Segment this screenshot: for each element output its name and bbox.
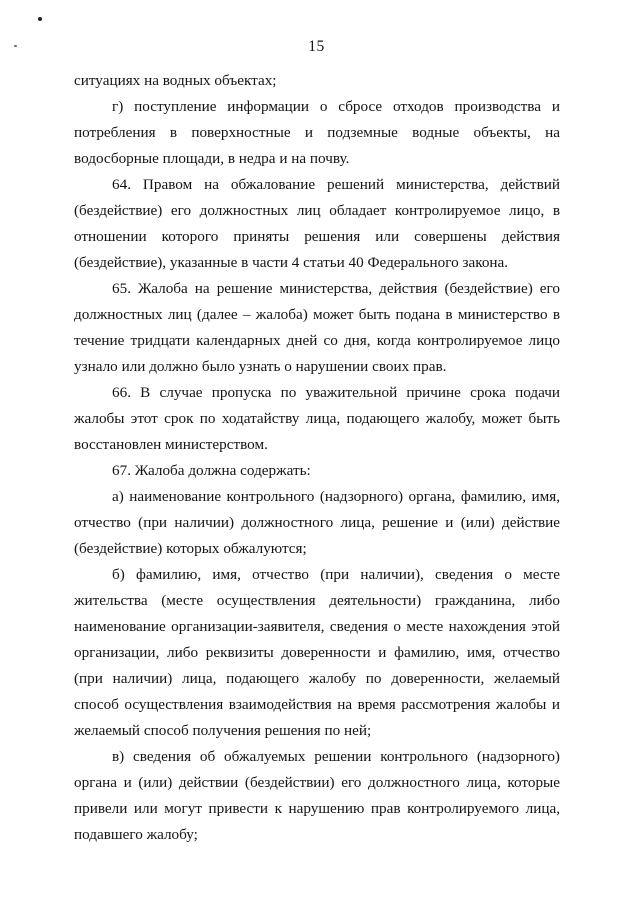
- scan-speck: [38, 17, 42, 21]
- paragraph-item-g: г) поступление информации о сбросе отходов производства и потребления в поверхностные и подземные водные объекты, на водосборные площади, в недра и на почву.: [74, 98, 560, 167]
- paragraph-item-v: в) сведения об обжалуемых решении контрольного (надзорного) органа и (или) действии (бездействии) его должностного лица, которые привели или могут привести к нарушению прав контролируемого лица, подавшего жалобу;: [74, 748, 560, 843]
- paragraph-item-a: а) наименование контрольного (надзорного) органа, фамилию, имя, отчество (при наличии) должностного лица, решение и (или) действие (бездействие) которых обжалуются;: [74, 488, 560, 557]
- paragraph-continuation: ситуациях на водных объектах;: [74, 72, 277, 89]
- page-number: 15: [308, 38, 325, 55]
- paragraph-65: 65. Жалоба на решение министерства, действия (бездействие) его должностных лиц (далее – жалоба) может быть подана в министерство в течение тридцати календарных дней со дня, когда контролируемое лицо узнало или должно было узнать о нарушении своих прав.: [74, 280, 560, 375]
- paragraph-64: 64. Правом на обжалование решений министерства, действий (бездействие) его должностных лиц обладает контролируемое лицо, в отношении которого приняты решения или совершены действия (бездействие), указанные в части 4 статьи 40 Федерального закона.: [74, 176, 560, 271]
- paragraph-66: 66. В случае пропуска по уважительной причине срока подачи жалобы этот срок по ходатайству лица, подающего жалобу, может быть восстановлен министерством.: [74, 384, 560, 453]
- document-body: [74, 68, 560, 848]
- paragraph-67: 67. Жалоба должна содержать:: [112, 462, 311, 479]
- paragraph-item-b: б) фамилию, имя, отчество (при наличии), сведения о месте жительства (месте осуществления деятельности) гражданина, либо наименование организации-заявителя, сведения о месте нахождения этой организации, либо реквизиты доверенности и фамилию, имя, отчество (при наличии) лица, подающего жалобу по доверенности, желаемый способ осуществления взаимодействия на время рассмотрения жалобы и желаемый способ получения решения по ней;: [74, 566, 560, 739]
